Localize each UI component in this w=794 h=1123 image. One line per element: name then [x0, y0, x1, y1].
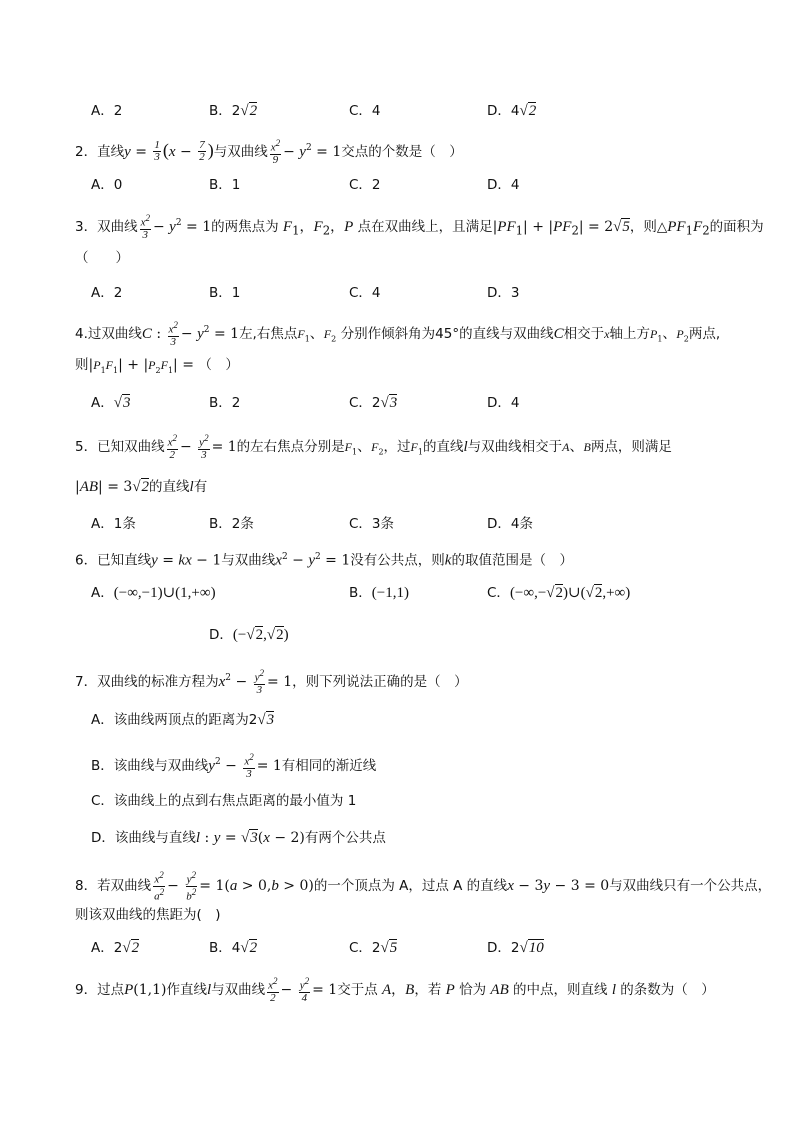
question-4: 4.过双曲线C : $\frac{x^2}{3}$ − $y^2 = 1$左,右焦点$F_1$、$F_2$ 分别作倾斜角为45°的直线与双曲线C相交于x轴上方$P_1$、$P_2$两点, — [75, 320, 721, 348]
option-d: D．该曲线与直线l : y = √3(x − 2)有两个公共点 — [91, 830, 386, 846]
option-b: B．1 — [209, 285, 241, 301]
option-d: D．3 — [487, 285, 520, 301]
option-a: A．2 — [91, 285, 123, 301]
question-5: 5．已知双曲线 $\frac{x^2}{2}$ − $\frac{y^2}{3}$ = 1的左右焦点分别是$F_1$、$F_2$，过$F_1$的直线l与双曲线相交于A、B两点，则满足 — [75, 433, 672, 461]
option-a: A．√3 — [91, 395, 131, 411]
option-b: B．2 — [209, 395, 241, 411]
option-a: A．1条 — [91, 516, 136, 532]
question-number: 2． — [75, 143, 98, 160]
question-8-line2: 则该双曲线的焦距为( ) — [75, 907, 221, 923]
option-c: C．2√3 — [349, 395, 398, 411]
answer-bracket: （ ） — [75, 250, 129, 266]
question-4-line2: 则$|P_1F_1| + |P_2F_1|$ = （ ） — [75, 357, 239, 375]
option-c: C．3条 — [349, 516, 395, 532]
question-8: 8．若双曲线 $\frac{x^2}{a^2}$ − $\frac{y^2}{b^2}$ = 1(a > 0,b > 0)的一个顶点为 A，过点 A 的直线x − 3y − 3 = 0与双曲线只有一个公共点， — [75, 870, 772, 903]
option-c: C．4 — [349, 103, 381, 119]
option-b: B．(−1,1) — [349, 585, 409, 601]
option-d: D．2√10 — [487, 940, 544, 956]
option-d: D．4√2 — [487, 103, 537, 119]
option-d: D．4条 — [487, 516, 533, 532]
option-b: B．2√2 — [209, 103, 258, 119]
option-c: C．该曲线上的点到右焦点距离的最小值为 1 — [91, 793, 357, 809]
option-b: B．该曲线与双曲线$y^2$ − $\frac{x^2}{3}$ = 1有相同的渐近线 — [91, 752, 377, 780]
option-b: B．2条 — [209, 516, 254, 532]
question-5-line2: |AB| = 3√2的直线l有 — [75, 479, 208, 495]
option-c: C．2 — [349, 177, 381, 193]
option-d: D．4 — [487, 177, 520, 193]
option-d: D．4 — [487, 395, 520, 411]
option-a: A．该曲线两顶点的距离为2√3 — [91, 712, 275, 728]
option-c: C．2√5 — [349, 940, 398, 956]
option-b: B．4√2 — [209, 940, 258, 956]
option-c: C．(−∞,−√2)∪(√2,+∞) — [487, 585, 631, 601]
question-6: 6．已知直线y = kx − 1与双曲线$x^2 - y^2 = 1$没有公共点，则k的取值范围是（ ） — [75, 552, 573, 569]
option-a: A．2√2 — [91, 940, 140, 956]
question-2: 2．直线y = $\frac{1}{3}$ (x − $\frac{7}{2}$ )与双曲线 $\frac{x^2}{9}$ − $y^2 = 1$交点的个数是（ ） — [75, 138, 463, 166]
option-c: C．4 — [349, 285, 381, 301]
option-d: D．(−√2,√2) — [209, 627, 289, 643]
question-7: 7．双曲线的标准方程为$x^2$ − $\frac{y^2}{3}$ = 1，则下列说法正确的是（ ） — [75, 668, 468, 696]
question-3: 3．双曲线 $\frac{x^2}{3}$ − $y^2 = 1$的两焦点为 $F_1$，$F_2$，P 点在双曲线上，且满足$|PF_1| + |PF_2| = 2√5$，则$\triangle PF_1F_2$的面积为 — [75, 213, 764, 241]
option-b: B．1 — [209, 177, 241, 193]
question-9: 9．过点P(1,1)作直线l与双曲线 $\frac{x^2}{2}$ − $\frac{y^2}{4}$ = 1交于点 A，B，若 P 恰为 AB 的中点，则直线 l 的条数为（ ） — [75, 976, 715, 1004]
option-a: A．0 — [91, 177, 123, 193]
option-a: A．2 — [91, 103, 123, 119]
option-a: A．(−∞,−1)∪(1,+∞) — [91, 585, 216, 601]
